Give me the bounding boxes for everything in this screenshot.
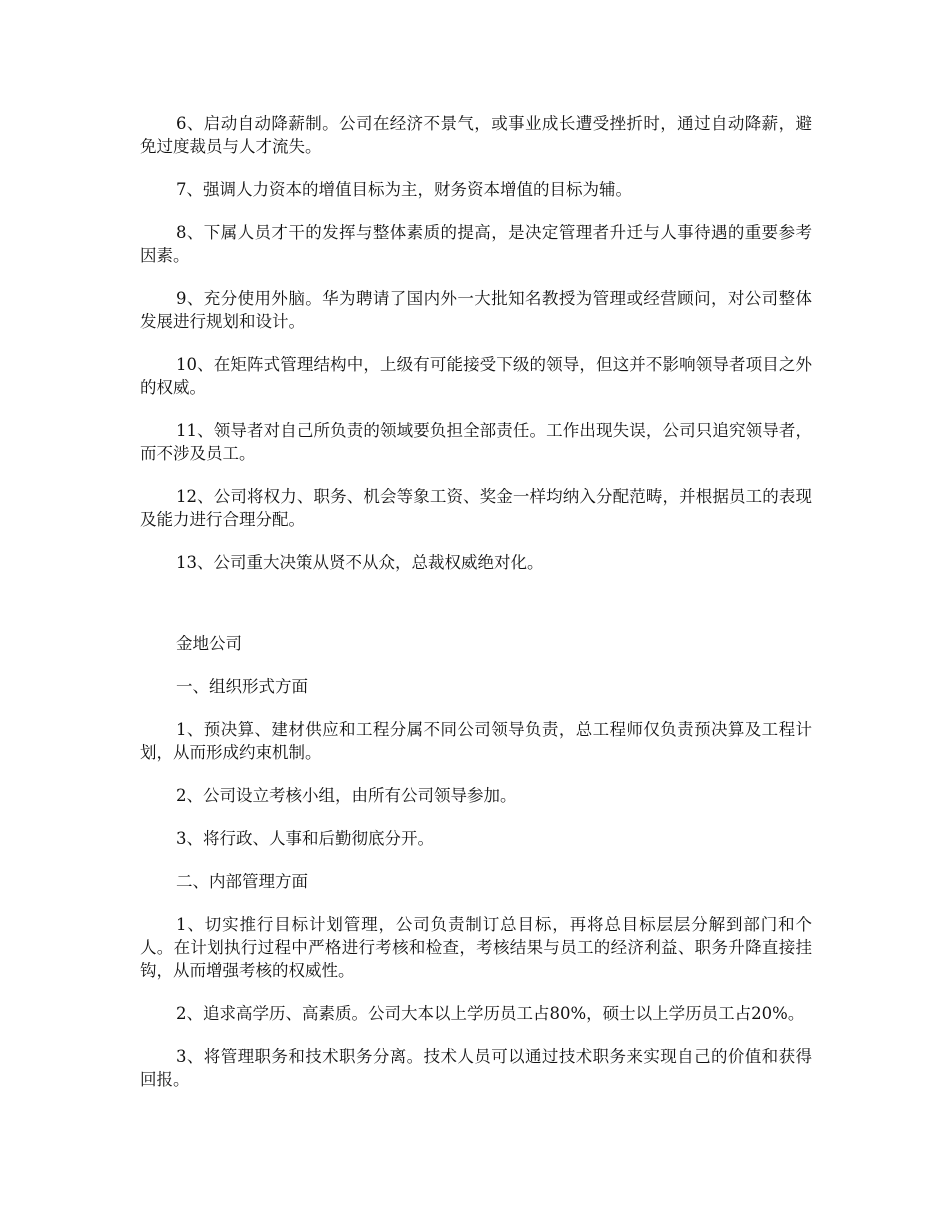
section-heading-management: 二、内部管理方面 (176, 872, 308, 891)
section-spacer (140, 594, 812, 632)
paragraph-6: 6、启动自动降薪制。公司在经济不景气，或事业成长遭受挫折时，通过自动降薪，避免过度裁员与人才流失。 (140, 114, 812, 156)
paragraph-10: 10、在矩阵式管理结构中，上级有可能接受下级的领导，但这并不影响领导者项目之外的权威。 (140, 355, 812, 397)
organization-item-1: 1、预决算、建材供应和工程分属不同公司领导负责，总工程师仅负责预决算及工程计划，从而形成约束机制。 (140, 720, 812, 762)
management-item-1: 1、切实推行目标计划管理，公司负责制订总目标，再将总目标层层分解到部门和个人。在计划执行过程中严格进行考核和检查，考核结果与员工的经济利益、职务升降直接挂钩，从而增强考核的权威性。 (140, 915, 812, 980)
document-body (140, 112, 812, 1111)
organization-item-2: 2、公司设立考核小组，由所有公司领导参加。 (176, 786, 517, 805)
organization-item-3: 3、将行政、人事和后勤彻底分开。 (176, 829, 434, 848)
paragraph-8: 8、下属人员才干的发挥与整体素质的提高，是决定管理者升迁与人事待遇的重要参考因素。 (140, 223, 812, 265)
company-title: 金地公司 (176, 634, 242, 653)
paragraph-7: 7、强调人力资本的增值目标为主，财务资本增值的目标为辅。 (176, 180, 632, 199)
paragraph-12: 12、公司将权力、职务、机会等象工资、奖金一样均纳入分配范畴，并根据员工的表现及能力进行合理分配。 (140, 487, 812, 529)
paragraph-9: 9、充分使用外脑。华为聘请了国内外一大批知名教授为管理或经营顾问，对公司整体发展进行规划和设计。 (140, 289, 812, 331)
management-item-3: 3、将管理职务和技术职务分离。技术人员可以通过技术职务来实现自己的价值和获得回报。 (140, 1047, 812, 1089)
section-heading-organization: 一、组织形式方面 (176, 677, 308, 696)
paragraph-13: 13、公司重大决策从贤不从众，总裁权威绝对化。 (176, 553, 544, 572)
management-item-2: 2、追求高学历、高素质。公司大本以上学历员工占80%，硕士以上学历员工占20%。 (176, 1004, 805, 1023)
paragraph-11: 11、领导者对自己所负责的领域要负担全部责任。工作出现失误，公司只追究领导者，而不涉及员工。 (140, 421, 812, 463)
